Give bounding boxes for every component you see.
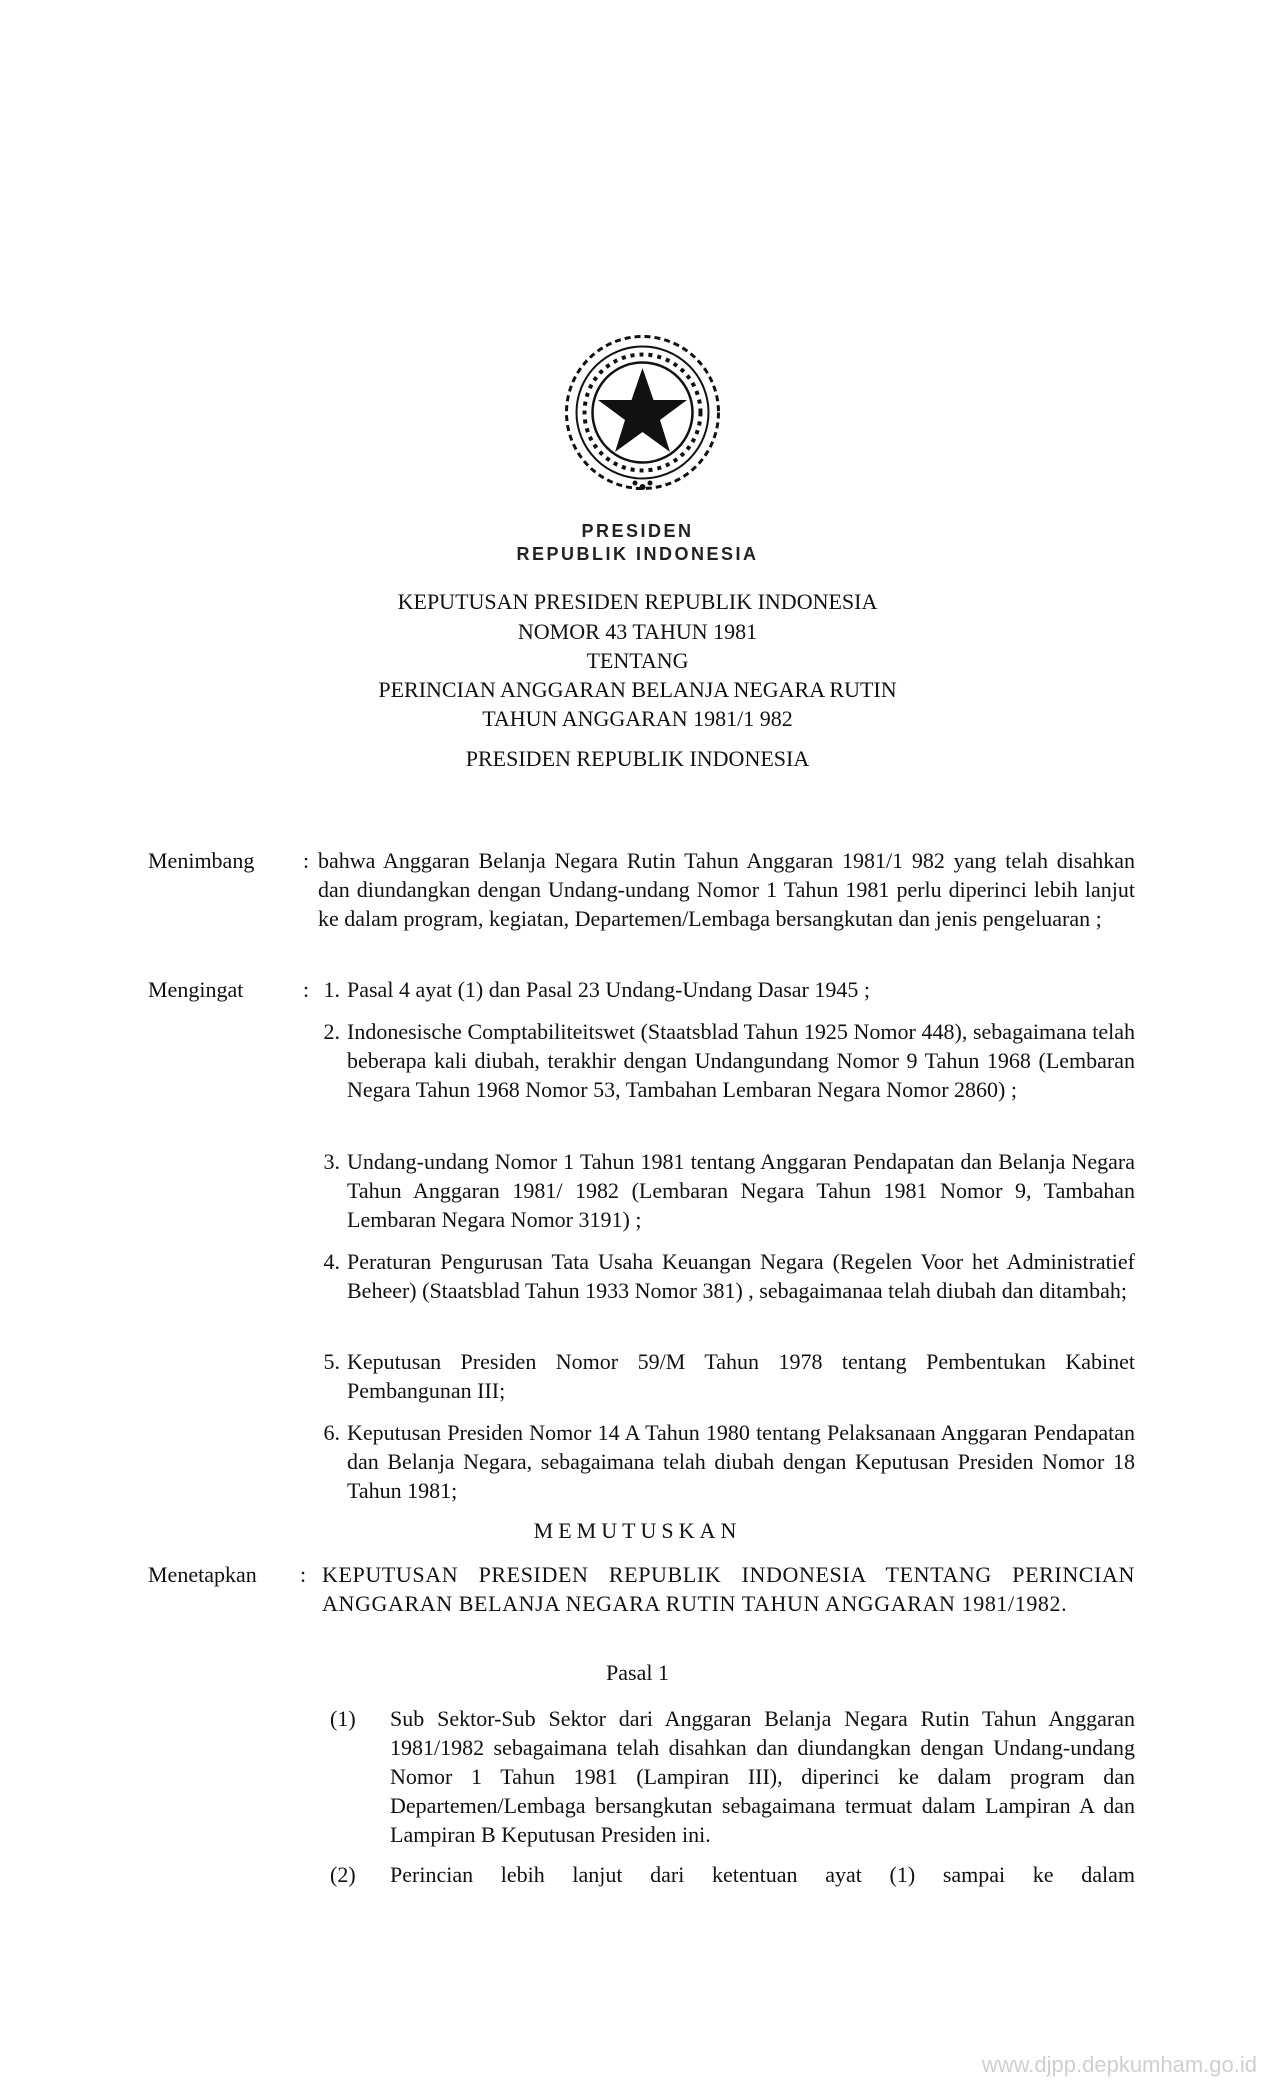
decree-year: TAHUN ANGGARAN 1981/1 982 [482,706,793,731]
mengingat-colon: : [303,977,310,1002]
mengingat-item-number: 3. [323,1149,340,1174]
mengingat-item: Keputusan Presiden Nomor 59/M Tahun 1978 tentang Pembentukan Kabinet Pembangunan III; [347,1349,1135,1403]
memutuskan-heading: MEMUTUSKAN [533,1518,742,1543]
mengingat-item: Peraturan Pengurusan Tata Usaha Keuangan Negara (Regelen Voor het Administratief Beheer) (Staatsblad Tahun 1933 Nomor 381) , sebagaimanaa telah diubah dan ditambah; [347,1249,1135,1303]
mengingat-item: Undang-undang Nomor 1 Tahun 1981 tentang Anggaran Pendapatan dan Belanja Negara Tahun Anggaran 1981/ 1982 (Lembaran Negara Tahun 1981 Nomor 9, Tambahan Lembaran Negara Nomor 3191) ; [347,1149,1135,1232]
mengingat-item-number: 6. [323,1420,340,1445]
menimbang-colon: : [303,848,310,873]
emblem-caption-president: PRESIDEN [581,521,694,541]
menimbang-label: Menimbang [148,848,255,873]
mengingat-label: Mengingat [148,977,244,1002]
menimbang-text: bahwa Anggaran Belanja Negara Rutin Tahun Anggaran 1981/1 982 yang telah disahkan dan diundangkan dengan Undang-undang Nomor 1 Tahun 1981 perlu diperinci lebih lanjut ke dalam program, kegiatan, Departemen/Lembaga bersangkutan dan jenis pengeluaran ; [318,848,1135,931]
decree-title: KEPUTUSAN PRESIDEN REPUBLIK INDONESIA [397,589,878,614]
ayat-number: (2) [330,1862,356,1887]
mengingat-item-number: 2. [323,1019,340,1044]
decree-number: NOMOR 43 TAHUN 1981 [517,619,758,644]
mengingat-item-number: 4. [323,1249,340,1274]
ayat-number: (1) [330,1706,356,1731]
decree-subject: PERINCIAN ANGGARAN BELANJA NEGARA RUTIN [378,677,897,702]
issuer-heading: PRESIDEN REPUBLIK INDONESIA [465,746,810,771]
emblem-caption-republic: REPUBLIK INDONESIA [516,544,759,564]
menetapkan-label: Menetapkan [148,1562,257,1587]
watermark: www.djpp.depkumham.go.id [981,2052,1257,2077]
decree-tentang: TENTANG [586,648,689,673]
presidential-emblem-icon [555,325,730,500]
mengingat-item: Keputusan Presiden Nomor 14 A Tahun 1980 tentang Pelaksanaan Anggaran Pendapatan dan Belanja Negara, sebagaimana telah diubah dengan Keputusan Presiden Nomor 18 Tahun 1981; [347,1420,1135,1503]
mengingat-item-number: 5. [323,1349,340,1374]
mengingat-item: Pasal 4 ayat (1) dan Pasal 23 Undang-Undang Dasar 1945 ; [347,977,870,1002]
menetapkan-text: KEPUTUSAN PRESIDEN REPUBLIK INDONESIA TENTANG PERINCIAN ANGGARAN BELANJA NEGARA RUTIN TAHUN ANGGARAN 1981/1982. [322,1562,1135,1616]
ayat-text: Perincian lebih lanjut dari ketentuan ayat (1) sampai ke dalam [390,1862,1135,1887]
mengingat-item-number: 1. [323,977,340,1002]
menetapkan-colon: : [300,1562,307,1587]
ayat-text: Sub Sektor-Sub Sektor dari Anggaran Belanja Negara Rutin Tahun Anggaran 1981/1982 sebagaimana telah disahkan dan diundangkan dengan Undang-undang Nomor 1 Tahun 1981 (Lampiran III), diperinci ke dalam program dan Departemen/Lembaga bersangkutan sebagaimana termuat dalam Lampiran A dan Lampiran B Keputusan Presiden ini. [390,1706,1135,1847]
mengingat-item: Indonesische Comptabiliteitswet (Staatsblad Tahun 1925 Nomor 448), sebagaimana telah beberapa kali diubah, terakhir dengan Undangundang Nomor 9 Tahun 1968 (Lembaran Negara Tahun 1968 Nomor 53, Tambahan Lembaran Negara Nomor 2860) ; [347,1019,1135,1102]
pasal-1-heading: Pasal 1 [606,1660,669,1685]
